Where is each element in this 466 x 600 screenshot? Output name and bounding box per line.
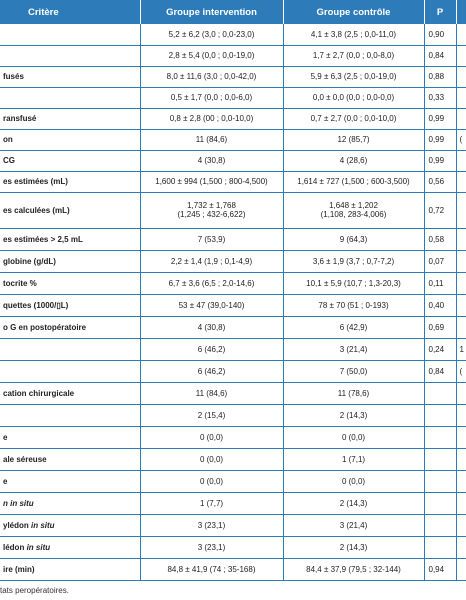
extra-cell — [456, 404, 466, 426]
p-value-cell — [424, 448, 456, 470]
extra-cell — [456, 426, 466, 448]
control-value-cell: 3 (21,4) — [283, 338, 424, 360]
criterion-label: ale séreuse — [3, 454, 47, 464]
control-value-cell: 1 (7,1) — [283, 448, 424, 470]
p-value-cell — [424, 514, 456, 536]
intervention-value-cell: 0,5 ± 1,7 (0,0 ; 0,0-6,0) — [140, 87, 283, 108]
criterion-cell — [0, 316, 140, 338]
control-value-cell: 12 (85,7) — [283, 129, 424, 150]
control-value-cell: 10,1 ± 5,9 (10,7 ; 1,3-20,3) — [283, 272, 424, 294]
intervention-value-cell: 3 (23,1) — [140, 514, 283, 536]
criterion-label-italic: in situ — [31, 520, 55, 530]
criterion-cell — [0, 492, 140, 514]
intervention-value-cell: 0,8 ± 2,8 (00 ; 0,0-10,0) — [140, 108, 283, 129]
criterion-label: ransfusé — [3, 114, 37, 123]
criterion-label: e — [3, 432, 8, 442]
intervention-value-cell: 6,7 ± 3,6 (6,5 ; 2,0-14,6) — [140, 272, 283, 294]
extra-cell — [456, 382, 466, 404]
criterion-label: on — [3, 135, 13, 144]
table-row — [0, 294, 466, 316]
criterion-label: es estimées (mL) — [3, 177, 68, 186]
criterion-cell — [0, 87, 140, 108]
intervention-value-cell: 1 (7,7) — [140, 492, 283, 514]
control-value-cell: 9 (64,3) — [283, 228, 424, 250]
header-extra — [456, 0, 466, 24]
criterion-cell — [0, 514, 140, 536]
control-value-cell: 6 (42,9) — [283, 316, 424, 338]
table-row — [0, 470, 466, 492]
criterion-cell — [0, 272, 140, 294]
criterion-cell — [0, 448, 140, 470]
control-value-cell: 2 (14,3) — [283, 536, 424, 558]
criterion-label: CG — [3, 156, 15, 165]
extra-cell — [456, 150, 466, 171]
p-value-cell — [424, 382, 456, 404]
control-value-cell: 11 (78,6) — [283, 382, 424, 404]
p-value-cell — [424, 470, 456, 492]
table-row — [0, 171, 466, 192]
extra-cell — [456, 24, 466, 45]
extra-cell — [456, 272, 466, 294]
control-value-cell: 3,6 ± 1,9 (3,7 ; 0,7-7,2) — [283, 250, 424, 272]
p-value-cell: 0,07 — [424, 250, 456, 272]
intervention-value-cell: 0 (0,0) — [140, 470, 283, 492]
p-value-cell: 0,99 — [424, 129, 456, 150]
criterion-label: fusés — [3, 72, 24, 81]
control-value-cell: 0,7 ± 2,7 (0,0 ; 0,0-10,0) — [283, 108, 424, 129]
extra-cell — [456, 558, 466, 580]
table-row — [0, 514, 466, 536]
extra-cell — [456, 45, 466, 66]
criterion-cell — [0, 404, 140, 426]
criterion-cell — [0, 426, 140, 448]
control-value-cell: 3 (21,4) — [283, 514, 424, 536]
table-row — [0, 108, 466, 129]
p-value-cell: 0,33 — [424, 87, 456, 108]
criterion-label: o G en postopératoire — [3, 322, 87, 332]
control-value-cell: 1,648 ± 1,202 (1,108, 283-4,006) — [283, 192, 424, 228]
header-control-group: Groupe contrôle — [283, 0, 424, 24]
control-value-cell: 4 (28,6) — [283, 150, 424, 171]
extra-cell — [456, 470, 466, 492]
extra-cell — [456, 87, 466, 108]
p-value-cell: 0,24 — [424, 338, 456, 360]
table-row — [0, 426, 466, 448]
p-value-cell: 0,99 — [424, 150, 456, 171]
extra-cell — [456, 448, 466, 470]
control-value-cell: 78 ± 70 (51 ; 0-193) — [283, 294, 424, 316]
criterion-label: quettes (1000/▯L) — [3, 300, 69, 310]
control-value-cell: 2 (14,3) — [283, 492, 424, 514]
intervention-value-cell: 1,732 ± 1,768 (1,245 ; 432-6,622) — [140, 192, 283, 228]
table-row — [0, 150, 466, 171]
table-body — [0, 24, 466, 580]
extra-cell — [456, 66, 466, 87]
extra-cell: ( — [456, 360, 466, 382]
extra-cell — [456, 250, 466, 272]
table-row — [0, 338, 466, 360]
p-value-cell: 0,58 — [424, 228, 456, 250]
criterion-cell — [0, 108, 140, 129]
criterion-cell — [0, 294, 140, 316]
extra-cell: 1 — [456, 338, 466, 360]
intervention-value-cell: 0 (0,0) — [140, 426, 283, 448]
criterion-cell — [0, 536, 140, 558]
p-value-cell — [424, 536, 456, 558]
header-p-value: P — [424, 0, 456, 24]
table-row — [0, 558, 466, 580]
intervention-value-cell: 0 (0,0) — [140, 448, 283, 470]
control-value-cell: 7 (50,0) — [283, 360, 424, 382]
criterion-cell — [0, 150, 140, 171]
criterion-cell — [0, 192, 140, 228]
criterion-cell — [0, 24, 140, 45]
control-value-cell: 4,1 ± 3,8 (2,5 ; 0,0-11,0) — [283, 24, 424, 45]
table-row — [0, 228, 466, 250]
table-row — [0, 192, 466, 228]
control-value-cell: 0,0 ± 0,0 (0,0 ; 0,0-0,0) — [283, 87, 424, 108]
table-row — [0, 66, 466, 87]
table-row — [0, 382, 466, 404]
table-row — [0, 272, 466, 294]
intervention-value-cell: 2,2 ± 1,4 (1,9 ; 0,1-4,9) — [140, 250, 283, 272]
intervention-value-cell: 6 (46,2) — [140, 338, 283, 360]
p-value-cell: 0,72 — [424, 192, 456, 228]
criterion-label: lédon — [3, 542, 27, 552]
extra-cell — [456, 192, 466, 228]
criterion-label: e — [3, 476, 8, 486]
criterion-label-italic: in situ — [26, 542, 51, 552]
intervention-value-cell: 53 ± 47 (39,0-140) — [140, 294, 283, 316]
control-value-cell: 1,7 ± 2,7 (0,0 ; 0,0-8,0) — [283, 45, 424, 66]
criterion-label: es estimées > 2,5 mL — [3, 234, 83, 244]
criterion-cell — [0, 360, 140, 382]
table-row — [0, 45, 466, 66]
criterion-label: es calculées (mL) — [3, 205, 70, 215]
intervention-value-cell: 11 (84,6) — [140, 382, 283, 404]
intervention-value-cell: 8,0 ± 11,6 (3,0 ; 0,0-42,0) — [140, 66, 283, 87]
table-row — [0, 448, 466, 470]
table-header-row — [0, 0, 466, 24]
extra-cell — [456, 316, 466, 338]
criterion-cell — [0, 250, 140, 272]
control-value-cell: 0 (0,0) — [283, 470, 424, 492]
table-row — [0, 24, 466, 45]
criterion-label: ylédon — [3, 520, 32, 530]
criterion-cell — [0, 171, 140, 192]
extra-cell — [456, 536, 466, 558]
p-value-cell: 0,94 — [424, 558, 456, 580]
criterion-cell — [0, 470, 140, 492]
table-row — [0, 404, 466, 426]
extra-cell — [456, 171, 466, 192]
intervention-value-cell: 4 (30,8) — [140, 150, 283, 171]
criterion-label: globine (g/dL) — [3, 256, 56, 266]
table-row — [0, 360, 466, 382]
intervention-value-cell: 3 (23,1) — [140, 536, 283, 558]
p-value-cell: 0,90 — [424, 24, 456, 45]
control-value-cell: 0 (0,0) — [283, 426, 424, 448]
table-row — [0, 87, 466, 108]
p-value-cell: 0,99 — [424, 108, 456, 129]
table-row — [0, 129, 466, 150]
p-value-cell — [424, 492, 456, 514]
criterion-cell — [0, 338, 140, 360]
extra-cell — [456, 108, 466, 129]
criterion-cell — [0, 228, 140, 250]
intervention-value-cell: 84,8 ± 41,9 (74 ; 35-168) — [140, 558, 283, 580]
p-value-cell: 0,11 — [424, 272, 456, 294]
p-value-cell: 0,40 — [424, 294, 456, 316]
criterion-label-italic: n in situ — [3, 498, 34, 508]
criterion-label: tocrite % — [3, 278, 37, 288]
criterion-label: cation chirurgicale — [3, 388, 75, 398]
intervention-value-cell: 5,2 ± 6,2 (3,0 ; 0,0-23,0) — [140, 24, 283, 45]
extra-cell: ( — [456, 129, 466, 150]
p-value-cell — [424, 426, 456, 448]
intervention-value-cell: 1,600 ± 994 (1,500 ; 800-4,500) — [140, 171, 283, 192]
intervention-value-cell: 11 (84,6) — [140, 129, 283, 150]
table-row — [0, 316, 466, 338]
criterion-cell — [0, 129, 140, 150]
p-value-cell: 0,84 — [424, 360, 456, 382]
table-row — [0, 250, 466, 272]
criterion-cell — [0, 66, 140, 87]
criterion-cell — [0, 558, 140, 580]
header-criteria: Critère — [0, 0, 140, 24]
extra-cell — [456, 514, 466, 536]
control-value-cell: 1,614 ± 727 (1,500 ; 600-3,500) — [283, 171, 424, 192]
intervention-value-cell: 2,8 ± 5,4 (0,0 ; 0,0-19,0) — [140, 45, 283, 66]
criterion-cell — [0, 382, 140, 404]
intervention-value-cell: 4 (30,8) — [140, 316, 283, 338]
control-value-cell: 5,9 ± 6,3 (2,5 ; 0,0-19,0) — [283, 66, 424, 87]
table-row — [0, 536, 466, 558]
criterion-cell — [0, 45, 140, 66]
p-value-cell: 0,69 — [424, 316, 456, 338]
header-intervention-group: Groupe intervention — [140, 0, 283, 24]
footnote: tats peropératoires. — [0, 586, 69, 595]
extra-cell — [456, 492, 466, 514]
control-value-cell: 84,4 ± 37,9 (79,5 ; 32-144) — [283, 558, 424, 580]
criterion-label: ire (min) — [3, 564, 35, 574]
table-row — [0, 492, 466, 514]
intervention-value-cell: 7 (53,9) — [140, 228, 283, 250]
p-value-cell: 0,56 — [424, 171, 456, 192]
control-value-cell: 2 (14,3) — [283, 404, 424, 426]
p-value-cell: 0,88 — [424, 66, 456, 87]
p-value-cell — [424, 404, 456, 426]
intervention-value-cell: 6 (46,2) — [140, 360, 283, 382]
intervention-value-cell: 2 (15,4) — [140, 404, 283, 426]
p-value-cell: 0,84 — [424, 45, 456, 66]
extra-cell — [456, 294, 466, 316]
extra-cell — [456, 228, 466, 250]
